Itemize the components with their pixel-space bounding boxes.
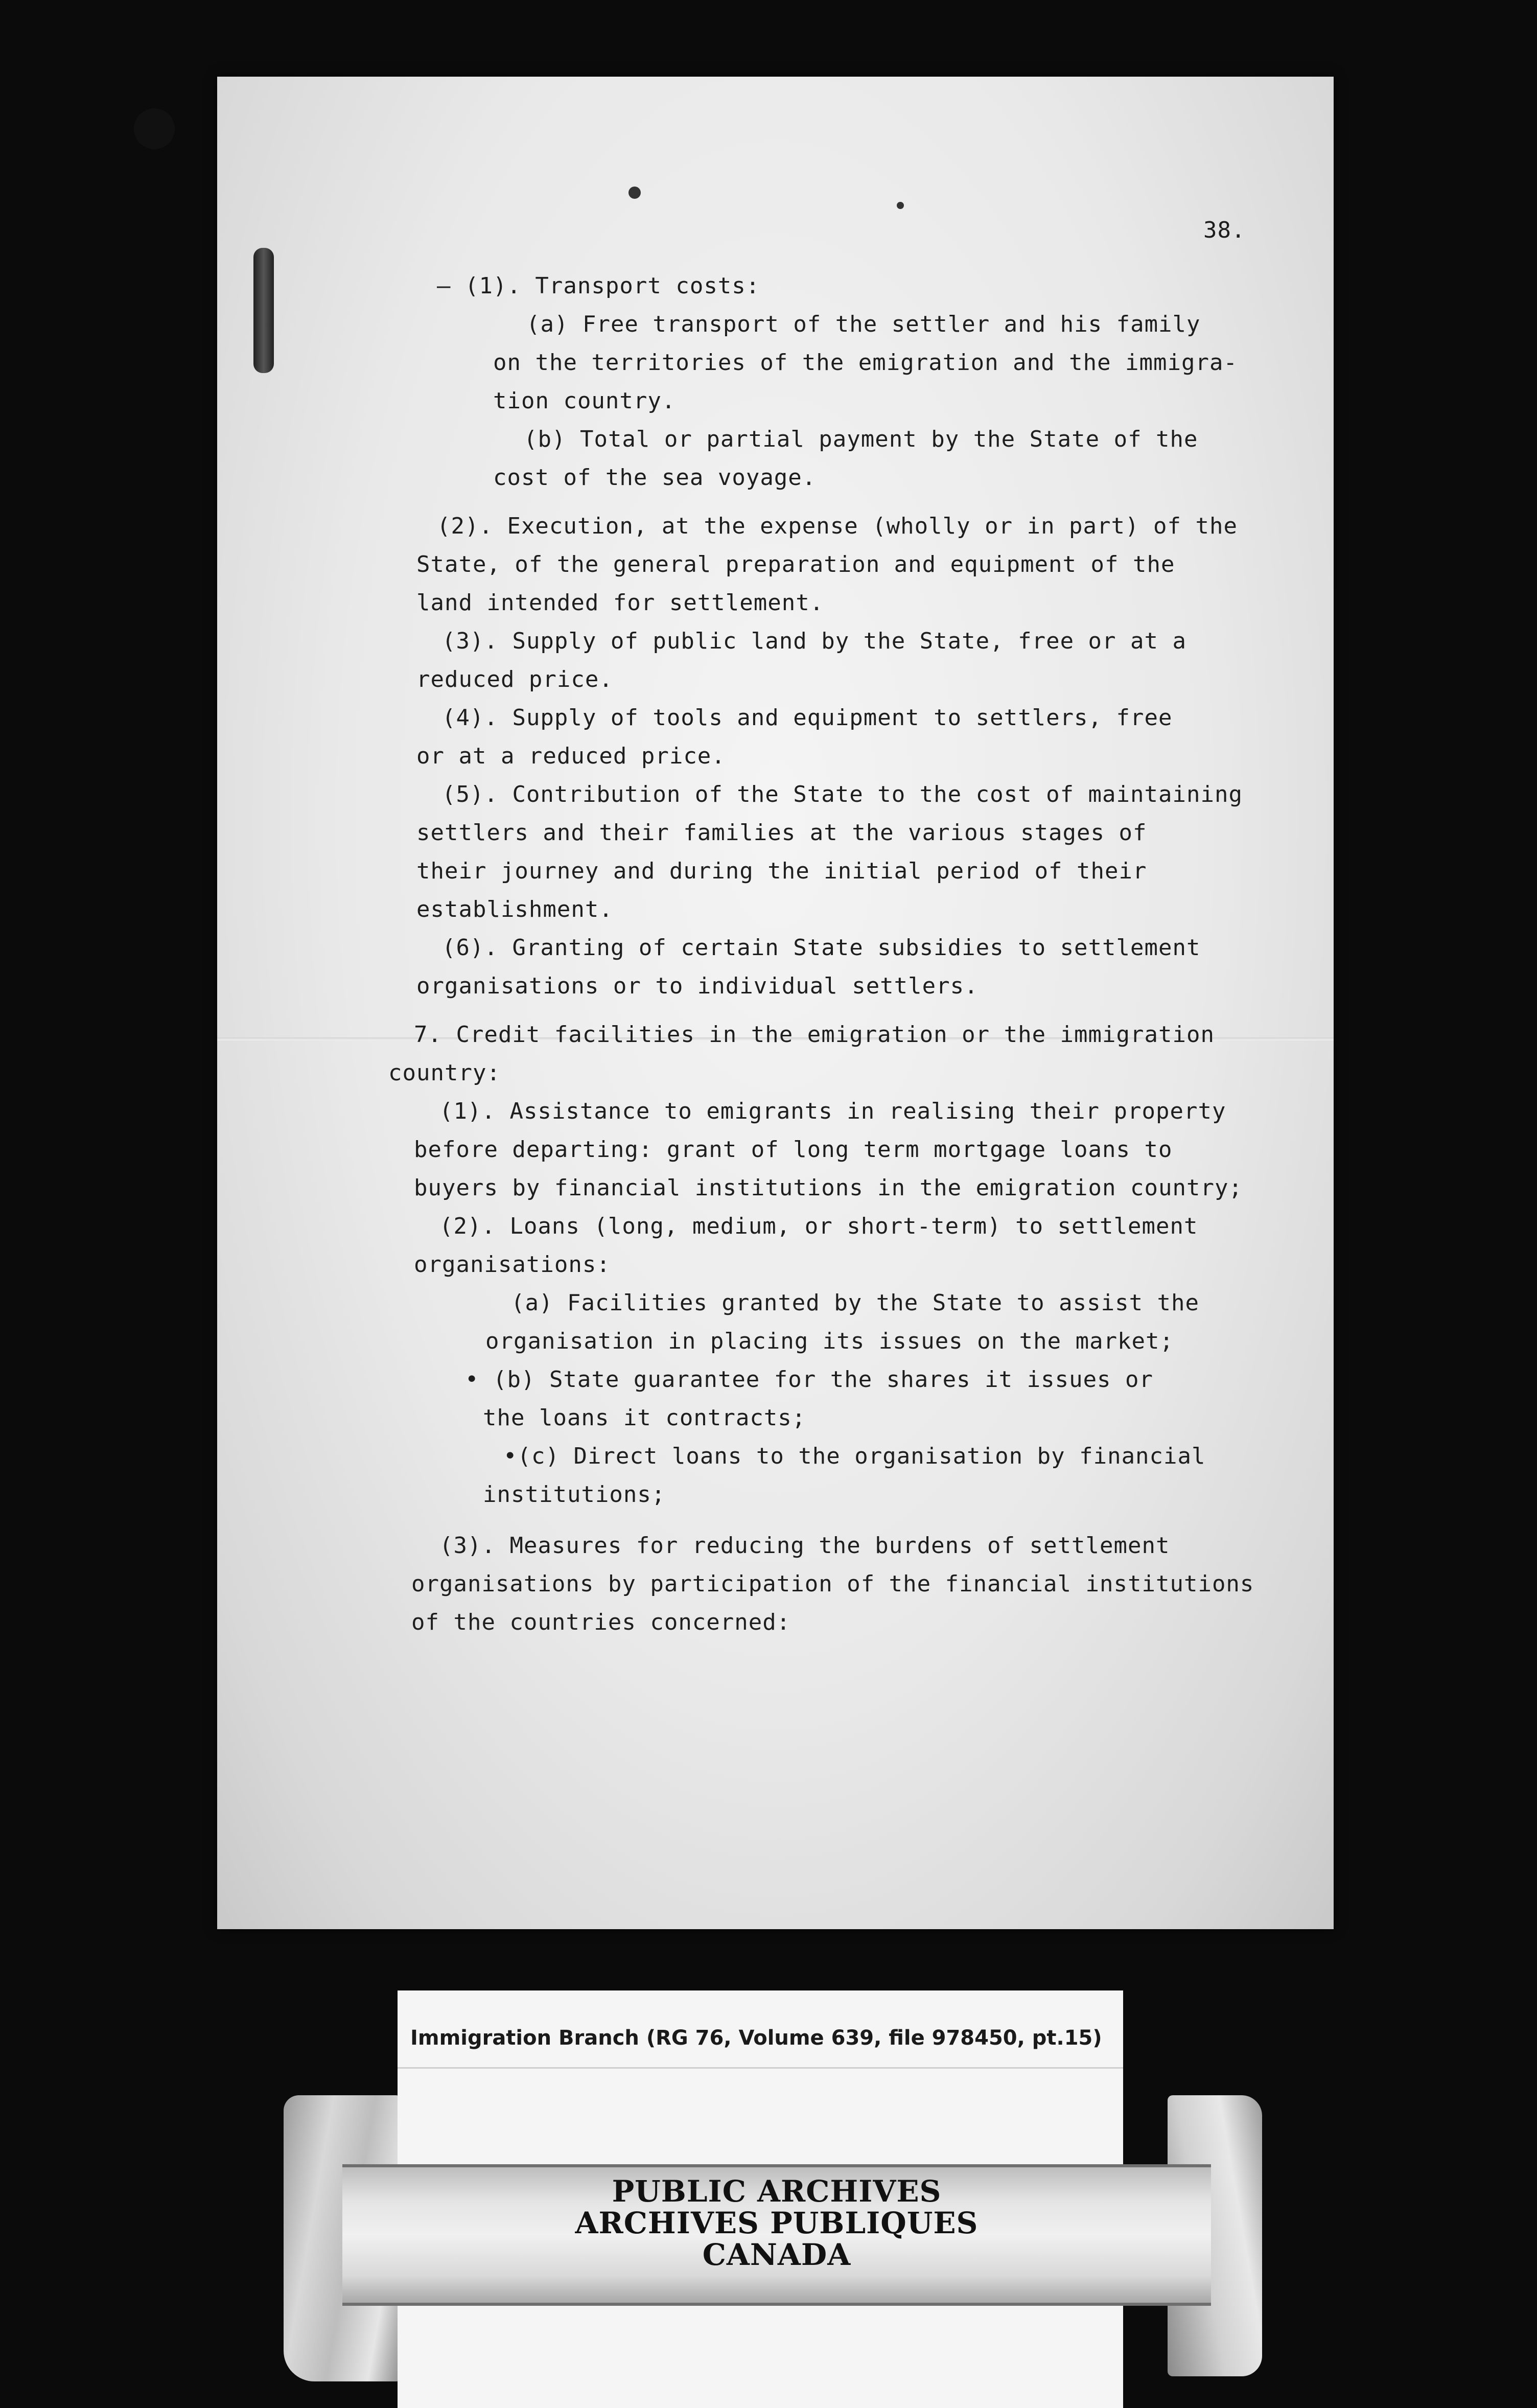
binder-clip-mark <box>253 248 274 373</box>
text-line: their journey and during the initial period of their <box>416 858 1147 884</box>
text-line: tion country. <box>493 388 676 414</box>
stamp-line-2: ARCHIVES PUBLIQUES <box>575 2206 979 2240</box>
speck <box>628 187 641 199</box>
text-line: (a) Facilities granted by the State to assist the <box>511 1290 1200 1316</box>
label-divider <box>398 2067 1123 2069</box>
text-line: cost of the sea voyage. <box>493 465 817 491</box>
text-line: the loans it contracts; <box>483 1405 806 1431</box>
archive-stamp <box>342 2164 1211 2306</box>
text-line: — (1). Transport costs: <box>437 273 760 299</box>
text-line: before departing: grant of long term mortgage loans to <box>414 1137 1173 1163</box>
text-line: organisations: <box>414 1252 611 1278</box>
text-line: (6). Granting of certain State subsidies to settlement <box>442 935 1201 961</box>
text-line: land intended for settlement. <box>416 590 824 616</box>
text-line: country: <box>388 1060 501 1086</box>
text-line: organisations or to individual settlers. <box>416 973 979 999</box>
text-line: (a) Free transport of the settler and his family <box>526 311 1201 337</box>
text-line: (5). Contribution of the State to the cost of maintaining <box>442 781 1243 807</box>
text-line: State, of the general preparation and equipment of the <box>416 551 1175 577</box>
text-line: (2). Loans (long, medium, or short-term) to settlement <box>439 1213 1198 1239</box>
text-line: or at a reduced price. <box>416 743 726 769</box>
text-line: establishment. <box>416 896 613 922</box>
text-line: (1). Assistance to emigrants in realising their property <box>439 1098 1226 1124</box>
text-line: on the territories of the emigration and the immigra- <box>493 350 1238 376</box>
text-line: 7. Credit facilities in the emigration or the immigration <box>414 1022 1215 1048</box>
stamp-line-3: CANADA <box>702 2237 851 2272</box>
text-line: (2). Execution, at the expense (wholly or in part) of the <box>437 513 1238 539</box>
speck <box>897 202 904 209</box>
text-line: (3). Supply of public land by the State, free or at a <box>442 628 1186 654</box>
stamp-line-1: PUBLIC ARCHIVES <box>612 2174 942 2209</box>
text-line: (3). Measures for reducing the burdens of settlement <box>439 1533 1170 1559</box>
text-line: organisations by participation of the financial institutions <box>411 1571 1254 1597</box>
text-line: •(c) Direct loans to the organisation by financial <box>503 1443 1206 1469</box>
text-line: buyers by financial institutions in the emigration country; <box>414 1175 1243 1201</box>
text-line: of the countries concerned: <box>411 1609 791 1635</box>
punch-hole <box>134 108 175 149</box>
text-line: (b) Total or partial payment by the State of the <box>524 426 1198 452</box>
text-line: settlers and their families at the various stages of <box>416 820 1147 846</box>
text-line: (4). Supply of tools and equipment to settlers, free <box>442 705 1173 731</box>
text-line: • (b) State guarantee for the shares it issues or <box>465 1367 1154 1393</box>
text-line: organisation in placing its issues on the market; <box>485 1328 1174 1354</box>
text-line: reduced price. <box>416 666 613 692</box>
archive-caption: Immigration Branch (RG 76, Volume 639, file 978450, pt.15) <box>410 2026 1102 2050</box>
text-line: institutions; <box>483 1481 666 1508</box>
page-number: 38. <box>1203 217 1246 243</box>
